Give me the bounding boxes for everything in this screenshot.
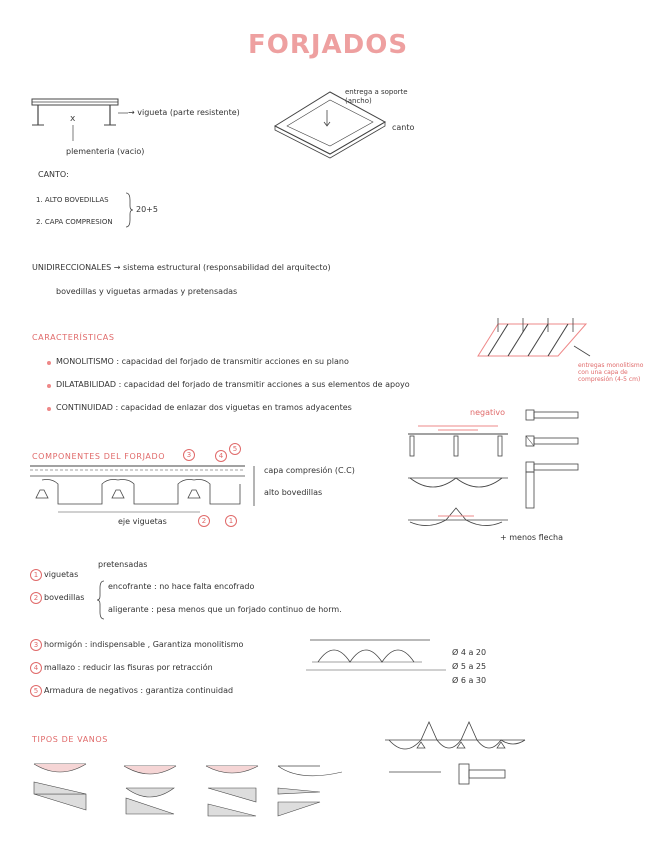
menos-flecha: + menos flecha <box>500 533 563 542</box>
callout-1: 1 <box>225 515 237 527</box>
callout-5: 5 <box>229 443 241 455</box>
bullet-3 <box>47 407 51 411</box>
side-note: entregas monolitismo con una capa de compresión (4-5 cm) <box>578 362 644 383</box>
pretensadas-label: pretensadas <box>98 560 148 569</box>
list-num-1: 1 <box>30 569 42 581</box>
svg-text:x: x <box>70 114 76 124</box>
list-num-2: 2 <box>30 592 42 604</box>
bullet-2 <box>47 384 51 388</box>
negativo-label: negativo <box>470 408 505 417</box>
page-title: FORJADOS <box>247 30 409 60</box>
eje-label: eje viguetas <box>118 517 167 526</box>
bullet-1 <box>47 361 51 365</box>
list-item-2: bovedillas <box>44 593 85 602</box>
caracteristica-2: DILATABILIDAD : capacidad del forjado de transmitir acciones a sus elementos de apoyo <box>56 380 410 389</box>
canto-item-1: 1. ALTO BOVEDILLAS <box>36 196 109 204</box>
entrega-label: entrega a soporte (ancho) <box>345 88 408 105</box>
apoyos-sketch <box>524 410 584 510</box>
list-item-4: mallazo : reducir las fisuras por retracción <box>44 663 213 672</box>
list-num-5: 5 <box>30 685 42 697</box>
canto-heading: CANTO: <box>38 170 69 179</box>
canto-brace <box>124 192 134 228</box>
tipos-heading: TIPOS DE VANOS <box>32 735 108 744</box>
vanos-diagrams <box>30 758 360 828</box>
list-num-3: 3 <box>30 639 42 651</box>
canto-formula: 20+5 <box>136 205 158 214</box>
capa-label: capa compresión (C.C) <box>264 466 355 475</box>
callout-2: 2 <box>198 515 210 527</box>
diametro-3: Ø 6 a 30 <box>452 676 487 685</box>
unidireccionales-line1: UNIDIRECCIONALES → sistema estructural (responsabilidad del arquitecto) <box>32 263 331 272</box>
componentes-heading: COMPONENTES DEL FORJADO <box>32 452 166 461</box>
caracteristica-1: MONOLITISMO : capacidad del forjado de transmitir acciones en su plano <box>56 357 349 366</box>
list-num-4: 4 <box>30 662 42 674</box>
list-item-1: viguetas <box>44 570 79 579</box>
beam-sketch <box>30 95 140 145</box>
encofrante-text: encofrante : no hace falta encofrado <box>108 582 255 591</box>
aligerante-text: aligerante : pesa menos que un forjado continuo de horm. <box>108 605 342 614</box>
unidireccionales-line2: bovedillas y viguetas armadas y pretensadas <box>56 287 238 296</box>
continuous-beam-sketch <box>385 718 535 788</box>
moment-sketch <box>306 636 446 676</box>
negativo-sketch <box>408 412 518 542</box>
caracteristica-3: CONTINUIDAD : capacidad de enlazar dos viguetas en tramos adyacentes <box>56 403 352 412</box>
vigueta-label: → vigueta (parte resistente) <box>128 108 240 117</box>
diametro-2: Ø 5 a 25 <box>452 662 487 671</box>
canto-item-2: 2. CAPA COMPRESION <box>36 218 113 226</box>
monolitismo-sketch <box>478 318 588 368</box>
caracteristicas-heading: CARACTERÍSTICAS <box>32 333 115 342</box>
bovedillas-brace <box>96 580 106 620</box>
list-item-3: hormigón : indispensable , Garantiza monolitismo <box>44 640 244 649</box>
plementeria-label: plementeria (vacio) <box>66 147 145 156</box>
list-item-5: Armadura de negativos : garantiza continuidad <box>44 686 234 695</box>
callout-3: 3 <box>183 449 195 461</box>
alto-label: alto bovedillas <box>264 488 323 497</box>
callout-4: 4 <box>215 450 227 462</box>
canto-small-label: canto <box>392 123 415 132</box>
diametro-1: Ø 4 a 20 <box>452 648 487 657</box>
